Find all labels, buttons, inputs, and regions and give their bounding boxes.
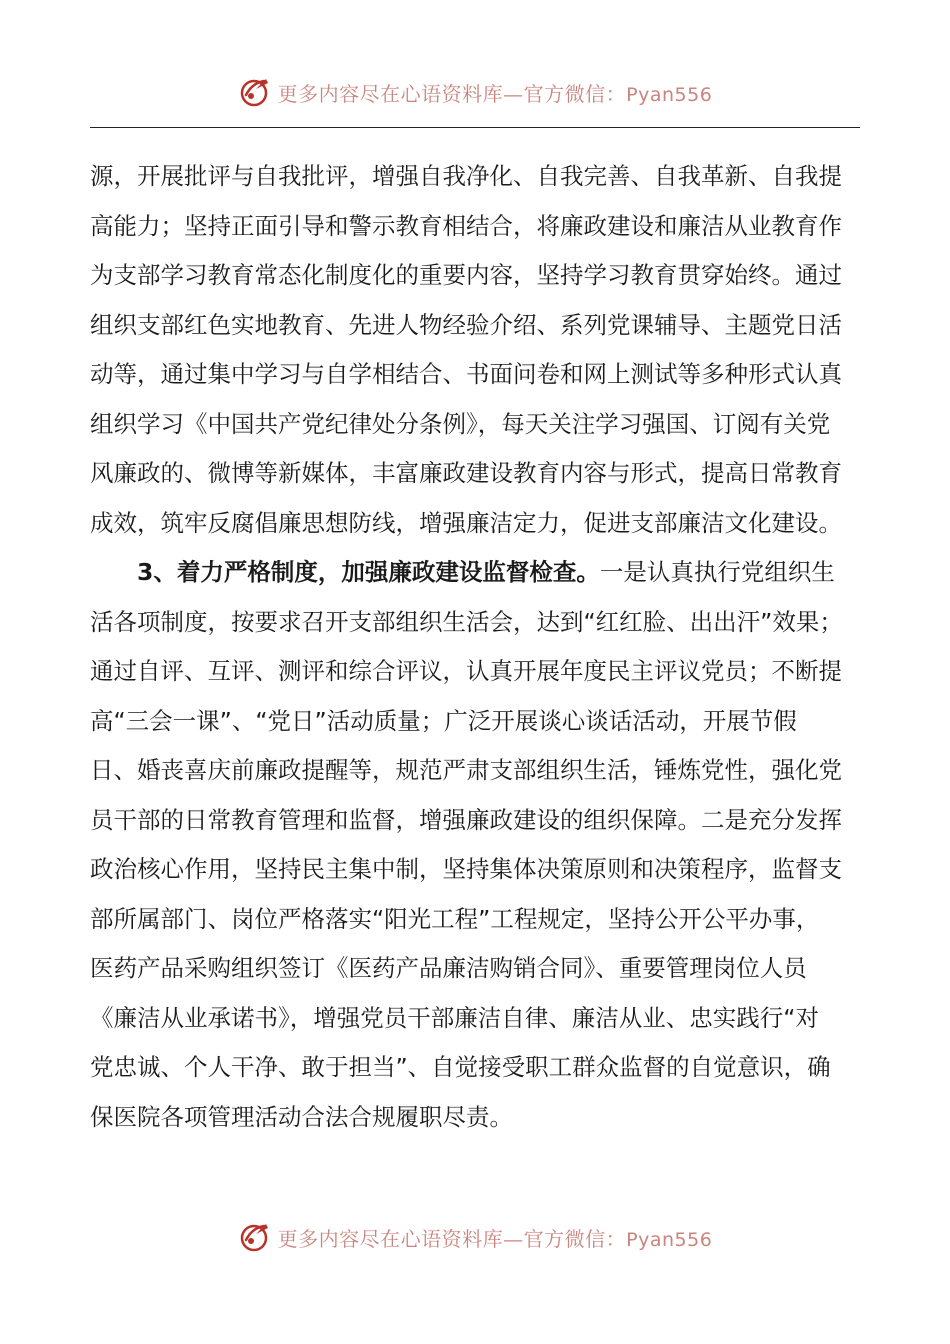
body-line: 活各项制度，按要求召开支部组织生活会，达到“红红脸、出出汗”效果； <box>90 607 843 636</box>
brand-logo-icon <box>238 1220 272 1254</box>
section-3-first-line <box>90 548 860 598</box>
header-divider <box>90 127 860 128</box>
body-line: 风廉政的、微博等新媒体，丰富廉政建设教育内容与形式，提高日常教育 <box>90 459 842 487</box>
body-line: 医药产品采购组织签订《医药产品廉洁购销合同》、重要管理岗位人员 <box>90 954 807 982</box>
body-line: 政治核心作用，坚持民主集中制，坚持集体决策原则和决策程序，监督支 <box>90 855 842 883</box>
body-line: 党忠诚、个人干净、敢于担当”、自觉接受职工群众监督的自觉意识，确 <box>90 1053 831 1081</box>
body-line: 员干部的日常教育管理和监督，增强廉政建设的组织保障。二是充分发挥 <box>90 805 842 834</box>
section-3-heading: 3、着力严格制度，加强廉政建设监督检查。 <box>137 558 600 586</box>
body-line: 为支部学习教育常态化制度化的重要内容，坚持学习教育贯穿始终。通过 <box>90 261 842 289</box>
body-line: 通过自评、互评、测评和综合评议，认真开展年度民主评议党员；不断提 <box>90 657 842 685</box>
header-banner-text: 更多内容尽在心语资料库—官方微信： <box>277 81 627 106</box>
body-line: 《廉洁从业承诺书》，增强党员干部廉洁自律、廉洁从业、忠实践行“对 <box>90 1003 819 1032</box>
body-line: 部所属部门、岗位严格落实“阳光工程”工程规定，坚持公开公平办事， <box>90 904 820 933</box>
body-line: 高“三会一课”、“党日”活动质量；广泛开展谈心谈话活动，开展节假 <box>90 706 797 735</box>
body-line: 组织学习《中国共产党纪律处分条例》，每天关注学习强国、订阅有关党 <box>90 409 831 438</box>
body-line: 组织支部红色实地教育、先进人物经验介绍、系列党课辅导、主题党日活 <box>90 310 842 339</box>
section-3-first-text: 一是认真执行党组织生 <box>599 558 835 586</box>
body-line: 成效，筑牢反腐倡廉思想防线，增强廉洁定力，促进支部廉洁文化建设。 <box>90 508 842 537</box>
footer-wechat-id: Pyan556 <box>626 1228 713 1251</box>
body-line: 保医院各项管理活动合法合规履职尽责。 <box>90 1102 513 1131</box>
body-line: 高能力；坚持正面引导和警示教育相结合，将廉政建设和廉洁从业教育作 <box>90 211 842 240</box>
header-banner <box>0 70 950 114</box>
body-line: 源，开展批评与自我批评，增强自我净化、自我完善、自我革新、自我提 <box>90 162 842 190</box>
footer-banner-text: 更多内容尽在心语资料库—官方微信： <box>277 1226 627 1251</box>
body-line: 日、婚丧喜庆前廉政提醒等，规范严肃支部组织生活，锤炼党性，强化党 <box>90 756 842 784</box>
document-body <box>90 152 860 1142</box>
brand-logo-icon <box>238 75 272 109</box>
body-line: 动等，通过集中学习与自学相结合、书面问卷和网上测试等多种形式认真 <box>90 360 842 388</box>
header-wechat-id: Pyan556 <box>626 83 713 106</box>
footer-banner <box>0 1215 950 1259</box>
